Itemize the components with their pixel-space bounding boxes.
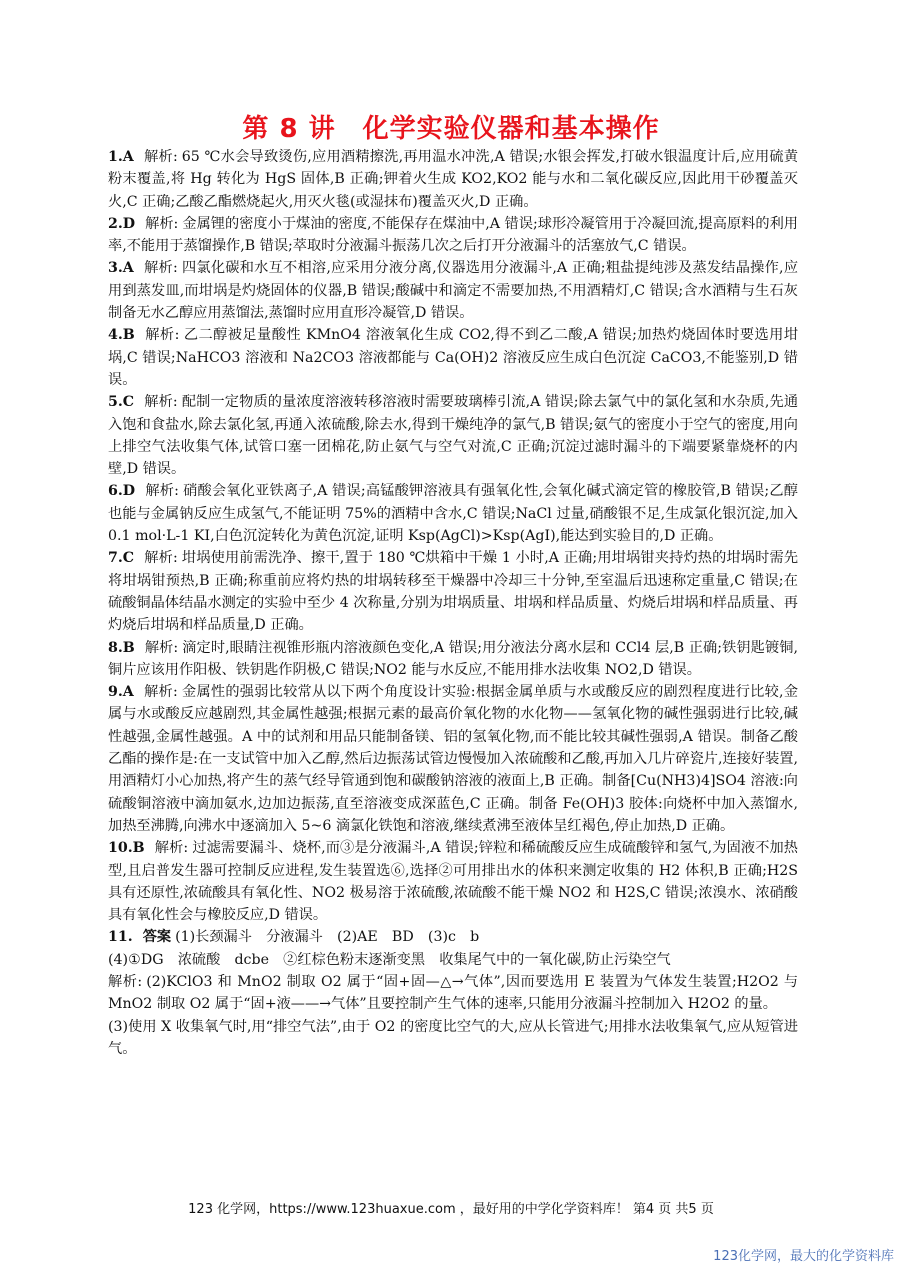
answer-item-10 (108, 837, 798, 926)
item-keyword: 解析: (154, 840, 189, 857)
item-text: 金属性的强弱比较常从以下两个角度设计实验:根据金属单质与水或酸反应的剧烈程度进行比较,金属与水或酸反应越剧烈,其金属性越强;根据元素的最高价氧化物的水化物——氢氧化物的碱性强弱进行比较,碱性越强,金属性越强。A 中的试剂和用品只能制备镁、铝的氢氧化物,而不能比较其碱性强弱,A 错误。制备乙酸乙酯的操作是:在一支试管中加入乙醇,然后边振荡试管边慢慢加入浓硫酸和乙酸,再加入几片碎瓷片,连接好装置,用酒精灯小心加热,将产生的蒸气经导管通到饱和碳酸钠溶液的液面上,B 正确。制备[Cu(NH3)4]SO4 溶液:向硫酸铜溶液中滴加氨水,边加边振荡,直至溶液变成深蓝色,C 正确。制备 Fe(OH)3 胶体:向烧杯中加入蒸馏水,加热至沸腾,向沸水中逐滴加入 5~6 滴氯化铁饱和溶液,继续煮沸至液体呈红褐色,停止加热,D 正确。 (108, 684, 799, 834)
item-number: 7.C (108, 550, 135, 567)
answer-item-2 (108, 213, 798, 258)
page-title: 第 8 讲 化学实验仪器和基本操作 (242, 114, 660, 144)
item-number: 3.A (108, 260, 134, 277)
item-text: 乙二醇被足量酸性 KMnO4 溶液氧化生成 CO2,得不到乙二酸,A 错误;加热灼烧固体时要选用坩埚,C 错误;NaHCO3 溶液和 Na2CO3 溶液都能与 Ca(OH)2 溶液反应生成白色沉淀 CaCO3,不能鉴别,D 错误。 (108, 327, 799, 388)
analysis-part-3: (3)使用 X 收集氧气时,用“排空气法”,由于 O2 的密度比空气的大,应从长管进气;用排水法收集氧气,应从短管进气。 (108, 1018, 798, 1057)
item-number: 9.A (108, 684, 134, 701)
answer-item-1 (108, 146, 798, 213)
answer-item-3 (108, 257, 798, 324)
answer-item-11 (108, 926, 798, 948)
item-number: 2.D (108, 215, 136, 232)
answer-item-8 (108, 637, 798, 682)
item-keyword: 解析: (143, 260, 178, 277)
item-text: 金属锂的密度小于煤油的密度,不能保存在煤油中,A 错误;球形冷凝管用于冷凝回流,提高原料的利用率,不能用于蒸馏操作,B 错误;萃取时分液漏斗振荡几次之后打开分液漏斗的活塞放气,C 错误。 (108, 215, 798, 255)
answer-line-2: (4)①DG 浓硫酸 dcbe ②红棕色粉末逐渐变黑 收集尾气中的一氧化碳,防止污染空气 (108, 951, 671, 968)
answer-item-7 (108, 547, 798, 636)
answer-item-6 (108, 480, 798, 547)
analysis-keyword: 解析: (108, 973, 143, 990)
item-number: 5.C (108, 394, 135, 411)
item-text: 坩埚使用前需洗净、擦干,置于 180 ℃烘箱中干燥 1 小时,A 正确;用坩埚钳夹持灼热的坩埚时需先将坩埚钳预热,B 正确;称重前应将灼热的坩埚转移至干燥器中冷却三十分钟,至室温后迅速称定重量,C 错误;在硫酸铜晶体结晶水测定的实验中至少 4 次称量,分别为坩埚质量、坩埚和样品质量、灼烧后坩埚和样品质量、再灼烧后坩埚和样品质量,D 正确。 (108, 550, 799, 634)
item-text: 四氯化碳和水互不相溶,应采用分液分离,仪器选用分液漏斗,A 正确;粗盐提纯涉及蒸发结晶操作,应用到蒸发皿,而坩埚是灼烧固体的仪器,B 错误;酸碱中和滴定不需要加热,不用酒精灯,C 错误;含水酒精与生石灰制备无水乙醇应用蒸馏法,蒸馏时应用直形冷凝管,D 错误。 (108, 260, 799, 322)
page-footer: 123 化学网，https://www.123huaxue.com ，最好用的中学化学资料库！ 第4 页 共5 页 (188, 1202, 714, 1217)
item-keyword: 解析: (143, 149, 178, 165)
analysis-part-2 (108, 971, 798, 1016)
item-number: 6.D (108, 483, 136, 500)
item-text: 硝酸会氧化亚铁离子,A 错误;高锰酸钾溶液具有强氧化性,会氧化碱式滴定管的橡胶管,B 错误;乙醇也能与金属钠反应生成氢气,不能证明 75%的酒精中含水,C 错误;NaCl 过量,硝酸银不足,生成氯化银沉淀,加入 0.1 mol·L-1 KI,白色沉淀转化为黄色沉淀,证明 Ksp(AgCl)>Ksp(AgI),能达到实验目的,D 正确。 (108, 483, 798, 545)
item-number: 1.A (108, 149, 134, 165)
item-keyword: 答案 (142, 929, 172, 946)
item-keyword: 解析: (144, 639, 179, 656)
answer-line-1: (1)长颈漏斗 分液漏斗 (2)AE BD (3)c b (175, 929, 480, 946)
item-keyword: 解析: (145, 215, 179, 232)
analysis-text-2: (2)KClO3 和 MnO2 制取 O2 属于“固+固—△→气体”,因而要选用 E 装置为气体发生装置;H2O2 与 MnO2 制取 O2 属于“固+液——→气体”且要控制产生气体的速率,只能用分液漏斗控制加入 H2O2 的量。 (108, 973, 799, 1013)
item-text: 过滤需要漏斗、烧杯,而③是分液漏斗,A 错误;锌粒和稀硫酸反应生成硫酸锌和氢气,为固液不加热型,且启普发生器可控制反应进程,发生装置选⑥,选择②可用排出水的体积来测定收集的 H2 体积,B 正确;H2S 具有还原性,浓硫酸具有氧化性、NO2 极易溶于浓硫酸,浓硫酸不能干燥 NO2 和 H2S,C 错误;浓溴水、浓硝酸具有氧化性会与橡胶反应,D 错误。 (108, 840, 798, 924)
item-text: 65 ℃水会导致烫伤,应用酒精擦洗,再用温水冲洗,A 错误;水银会挥发,打破水银温度计后,应用硫黄粉末覆盖,将 Hg 转化为 HgS 固体,B 正确;钾着火生成 KO2,KO2 能与水和二氧化碳反应,因此用干砂覆盖灭火,C 正确;乙酸乙酯燃烧起火,用灭火毯(或湿抹布)覆盖灭火,D 正确。 (108, 149, 799, 210)
item-keyword: 解析: (145, 483, 179, 500)
item-number: 10.B (108, 840, 145, 857)
item-keyword: 解析: (144, 394, 178, 411)
item-keyword: 解析: (144, 550, 178, 567)
answer-item-5 (108, 391, 798, 480)
item-number: 11. (108, 929, 133, 946)
item-number: 8.B (108, 639, 135, 656)
item-keyword: 解析: (143, 684, 178, 701)
answer-item-9 (108, 681, 798, 837)
answer-content (108, 146, 798, 1060)
item-text: 滴定时,眼睛注视锥形瓶内溶液颜色变化,A 错误;用分液法分离水层和 CCl4 层,B 正确;铁钥匙镀铜,铜片应该用作阳极、铁钥匙作阴极,C 错误;NO2 能与水反应,不能用排水法收集 NO2,D 错误。 (108, 639, 798, 678)
answer-item-4 (108, 324, 798, 391)
item-keyword: 解析: (144, 327, 180, 344)
site-watermark: 123化学网，最大的化学资料库 (713, 1249, 894, 1264)
item-text: 配制一定物质的量浓度溶液转移溶液时需要玻璃棒引流,A 错误;除去氯气中的氯化氢和水杂质,先通入饱和食盐水,除去氯化氢,再通入浓硫酸,除去水,得到干燥纯净的氯气,B 错误;氨气的密度小于空气的密度,用向上排空气法收集气体,试管口塞一团棉花,防止氨气与空气对流,C 正确;沉淀过滤时漏斗的下端要紧靠烧杯的内壁,D 错误。 (108, 394, 799, 478)
item-number: 4.B (108, 327, 135, 344)
